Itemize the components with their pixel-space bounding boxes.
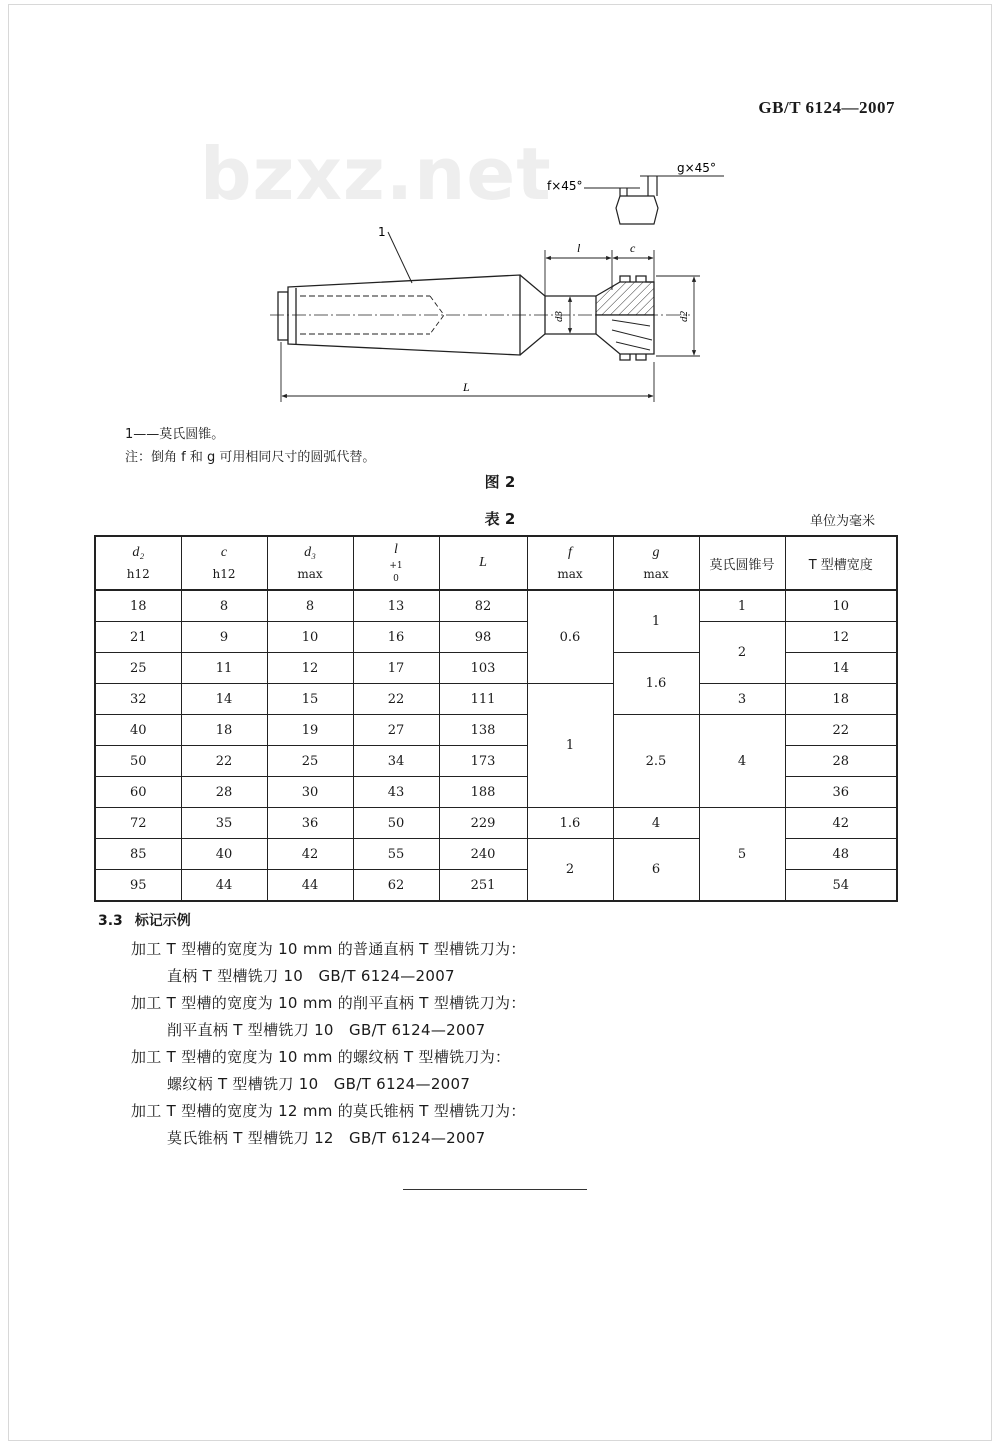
table-unit: 单位为毫米	[809, 514, 875, 529]
example-designation: 直柄 T 型槽铣刀 10 GB/T 6124—2007	[167, 967, 455, 985]
header-L: L	[439, 536, 527, 590]
header-d3: d₃ max	[267, 536, 353, 590]
table-row	[95, 684, 897, 715]
example-description: 加工 T 型槽的宽度为 10 mm 的削平直柄 T 型槽铣刀为：	[131, 994, 526, 1012]
cell-d3: 42	[267, 839, 353, 870]
cell-g: 2.5	[613, 715, 699, 808]
cutter-head	[596, 276, 654, 360]
table-caption: 表 2	[484, 510, 516, 528]
cell-d3: 10	[267, 622, 353, 653]
cell-c: 35	[181, 808, 267, 839]
cell-L: 138	[439, 715, 527, 746]
cell-d2: 25	[95, 653, 181, 684]
cell-d2: 60	[95, 777, 181, 808]
header-f: f max	[527, 536, 613, 590]
table-header-row	[95, 536, 897, 590]
cell-d2: 50	[95, 746, 181, 777]
cell-d3: 19	[267, 715, 353, 746]
cell-f: 1.6	[527, 808, 613, 839]
cell-l: 17	[353, 653, 439, 684]
cell-d2: 18	[95, 590, 181, 622]
cell-l: 50	[353, 808, 439, 839]
figure-note: 注：倒角 f 和 g 可用相同尺寸的圆弧代替。	[125, 450, 376, 465]
cell-d2: 72	[95, 808, 181, 839]
table-row	[95, 622, 897, 653]
callout-1: 1	[378, 225, 386, 239]
cell-slot: 18	[785, 684, 897, 715]
dim-d3-label: d3	[553, 311, 565, 322]
standard-code: GB/T 6124—2007	[758, 98, 895, 117]
cell-morse: 2	[699, 622, 785, 684]
cell-g: 1.6	[613, 653, 699, 715]
header-morse-taper: 莫氏圆锥号	[699, 536, 785, 590]
cell-d2: 40	[95, 715, 181, 746]
label-f-chamfer: f×45°	[547, 179, 583, 193]
cell-d2: 85	[95, 839, 181, 870]
header-l: l +1 0	[353, 536, 439, 590]
cell-l: 27	[353, 715, 439, 746]
section-title: 标记示例	[134, 913, 191, 929]
dim-c-label: c	[630, 241, 636, 255]
example-description: 加工 T 型槽的宽度为 10 mm 的螺纹柄 T 型槽铣刀为：	[131, 1048, 511, 1066]
cell-L: 251	[439, 870, 527, 902]
example-description: 加工 T 型槽的宽度为 12 mm 的莫氏锥柄 T 型槽铣刀为：	[131, 1102, 526, 1120]
dim-L-label: L	[463, 380, 470, 394]
cell-d3: 8	[267, 590, 353, 622]
example-designation: 螺纹柄 T 型槽铣刀 10 GB/T 6124—2007	[167, 1075, 471, 1093]
figure-caption: 图 2	[484, 473, 516, 491]
cell-L: 82	[439, 590, 527, 622]
cell-L: 240	[439, 839, 527, 870]
figure-legend: 1——莫氏圆锥。	[125, 427, 225, 442]
cell-c: 9	[181, 622, 267, 653]
label-g-chamfer: g×45°	[677, 161, 716, 175]
cell-d2: 95	[95, 870, 181, 902]
header-g: g max	[613, 536, 699, 590]
cell-slot: 36	[785, 777, 897, 808]
cell-morse: 5	[699, 808, 785, 902]
dimension-table	[94, 535, 898, 902]
cell-g: 6	[613, 839, 699, 902]
cell-f: 1	[527, 684, 613, 808]
cell-slot: 54	[785, 870, 897, 902]
cell-f: 0.6	[527, 590, 613, 684]
cell-d3: 36	[267, 808, 353, 839]
cell-L: 173	[439, 746, 527, 777]
cell-d3: 12	[267, 653, 353, 684]
example-designation: 削平直柄 T 型槽铣刀 10 GB/T 6124—2007	[167, 1021, 486, 1039]
cell-g: 1	[613, 590, 699, 653]
end-rule	[403, 1189, 587, 1190]
cell-L: 98	[439, 622, 527, 653]
cell-l: 16	[353, 622, 439, 653]
cell-c: 14	[181, 684, 267, 715]
cell-c: 22	[181, 746, 267, 777]
cell-slot: 10	[785, 590, 897, 622]
cell-L: 103	[439, 653, 527, 684]
cell-c: 40	[181, 839, 267, 870]
watermark: bzxz.net	[200, 132, 552, 216]
cell-l: 55	[353, 839, 439, 870]
cell-c: 44	[181, 870, 267, 902]
cell-d2: 21	[95, 622, 181, 653]
cell-l: 43	[353, 777, 439, 808]
cell-c: 8	[181, 590, 267, 622]
table-row	[95, 808, 897, 839]
cell-morse: 3	[699, 684, 785, 715]
header-slot-width: T 型槽宽度	[785, 536, 897, 590]
cell-slot: 12	[785, 622, 897, 653]
cell-l: 62	[353, 870, 439, 902]
cell-l: 22	[353, 684, 439, 715]
cell-l: 13	[353, 590, 439, 622]
example-designation: 莫氏锥柄 T 型槽铣刀 12 GB/T 6124—2007	[167, 1129, 486, 1147]
cell-g: 4	[613, 808, 699, 839]
dim-l-label: l	[577, 241, 581, 255]
section-number: 3.3	[98, 913, 123, 929]
cell-L: 229	[439, 808, 527, 839]
cell-morse: 1	[699, 590, 785, 622]
callout-leader	[388, 232, 412, 283]
table-row	[95, 590, 897, 622]
example-description: 加工 T 型槽的宽度为 10 mm 的普通直柄 T 型槽铣刀为：	[131, 940, 526, 958]
chamfer-detail	[584, 176, 724, 224]
cell-L: 188	[439, 777, 527, 808]
cell-slot: 28	[785, 746, 897, 777]
header-c: c h12	[181, 536, 267, 590]
dim-d2-label: d2	[678, 311, 690, 322]
section-heading	[98, 910, 191, 930]
cell-slot: 22	[785, 715, 897, 746]
table-row	[95, 715, 897, 746]
cell-d3: 15	[267, 684, 353, 715]
cell-L: 111	[439, 684, 527, 715]
cell-l: 34	[353, 746, 439, 777]
cutter-drawing	[0, 0, 1000, 420]
cell-d3: 25	[267, 746, 353, 777]
cell-slot: 48	[785, 839, 897, 870]
cell-slot: 42	[785, 808, 897, 839]
cell-slot: 14	[785, 653, 897, 684]
cell-c: 11	[181, 653, 267, 684]
cell-d3: 30	[267, 777, 353, 808]
cell-morse: 4	[699, 715, 785, 808]
cell-d2: 32	[95, 684, 181, 715]
cell-c: 28	[181, 777, 267, 808]
cell-d3: 44	[267, 870, 353, 902]
cell-c: 18	[181, 715, 267, 746]
cell-f: 2	[527, 839, 613, 902]
header-d2: d₂ h12	[95, 536, 181, 590]
